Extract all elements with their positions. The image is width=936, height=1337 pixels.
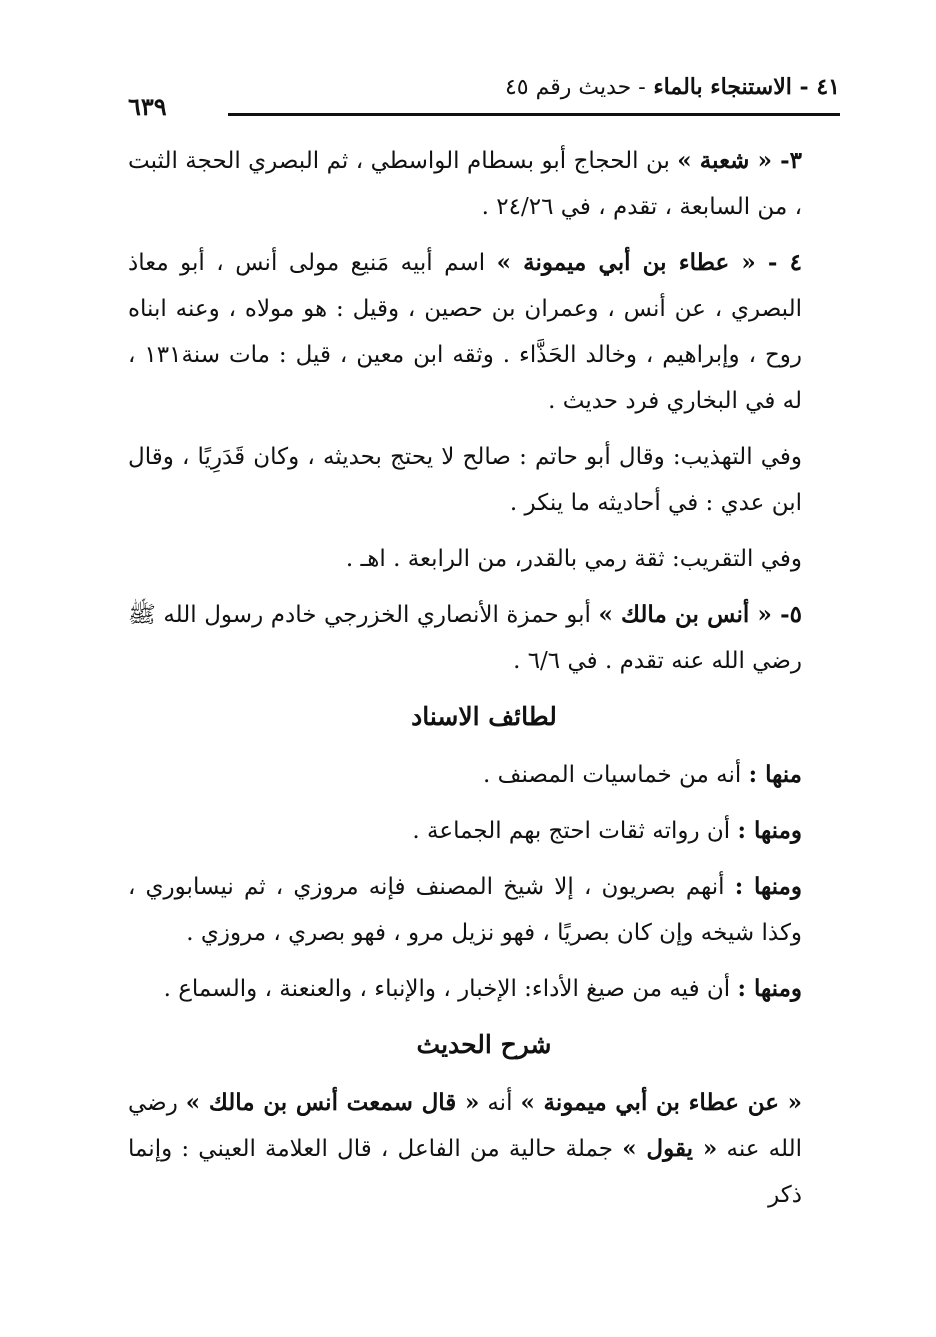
narrator-paragraph	[128, 240, 840, 424]
header-rule	[228, 113, 840, 116]
narrator-name: ٥- « أنس بن مالك »	[598, 601, 803, 628]
narrator-name: ٤ - « عطاء بن أبي ميمونة »	[496, 249, 803, 276]
quote-1: « عن عطاء بن أبي ميمونة »	[520, 1089, 803, 1116]
text-2: رضي الله عنه	[128, 1090, 802, 1162]
list-item	[128, 864, 840, 956]
item-lead: ومنها :	[734, 873, 802, 900]
narrator-text: أبو حمزة الأنصاري الخزرجي خادم رسول الله ﷺ رضي الله عنه تقدم . في ٦/٦ .	[128, 602, 802, 674]
text-1: أنه	[479, 1090, 521, 1116]
page-number: ٦٣٩	[128, 92, 167, 121]
item-lead: منها :	[748, 761, 802, 788]
quote-2: « قال سمعت أنس بن مالك »	[185, 1089, 480, 1116]
item-lead: ومنها :	[737, 975, 802, 1002]
item-lead: ومنها :	[737, 817, 802, 844]
quote-3: « يقول »	[622, 1135, 718, 1162]
narrator-text: اسم أبيه مَنيع مولى أنس ، أبو معاذ البصري ، عن أنس ، وعمران بن حصين ، وقيل : هو مولاه ، وعنه ابناه روح ، وإبراهيم ، وخالد الحَذَّاء . وثقه ابن معين ، قيل : مات سنة١٣١ ، له في البخاري فرد حديث .	[128, 250, 803, 414]
narrator-paragraph	[128, 138, 840, 230]
commentary-paragraph	[128, 1080, 840, 1218]
tahdhib-paragraph	[128, 434, 840, 526]
narrator-paragraph	[128, 592, 840, 684]
list-item	[128, 752, 840, 798]
taqrib-text: وفي التقريب: ثقة رمي بالقدر، من الرابعة . اهـ .	[345, 546, 802, 572]
section-heading-sharh: شرح الحديث	[416, 1030, 552, 1059]
narrator-text: بن الحجاج أبو بسطام الواسطي ، ثم البصري الحجة الثبت ، من السابعة ، تقدم ، في ٢٤/٢٦ .	[128, 148, 802, 220]
chapter-title	[505, 74, 840, 100]
taqrib-paragraph	[128, 536, 840, 582]
item-text: أن رواته ثقات احتج بهم الجماعة .	[412, 818, 738, 844]
text-3: جملة حالية من الفاعل ، قال العلامة العيني : وإنما ذكر	[128, 1136, 802, 1208]
section-heading-isnad: لطائف الاسناد	[411, 702, 557, 731]
item-text: أنه من خماسيات المصنف .	[483, 762, 749, 788]
hadith-number: - حديث رقم ٤٥	[504, 75, 646, 100]
chapter-name: ٤١ - الاستنجاء بالماء	[653, 74, 840, 100]
narrator-name: ٣- « شعبة »	[677, 147, 802, 174]
list-item	[128, 966, 840, 1012]
running-header	[128, 72, 840, 120]
item-text: أنهم بصريون ، إلا شيخ المصنف فإنه مروزي ، ثم نيسابوري ، وكذا شيخه وإن كان بصريًا ، فهو نزيل مرو ، فهو بصري ، مروزي .	[128, 874, 802, 946]
tahdhib-text: وفي التهذيب: وقال أبو حاتم : صالح لا يحتج بحديثه ، وكان قَدَرِيًا ، وقال ابن عدي : في أحاديثه ما ينكر .	[128, 444, 802, 516]
list-item	[128, 808, 840, 854]
body-text	[128, 138, 840, 1228]
item-text: أن فيه من صيغ الأداء: الإخبار ، والإنباء ، والعنعنة ، والسماع .	[163, 976, 738, 1002]
